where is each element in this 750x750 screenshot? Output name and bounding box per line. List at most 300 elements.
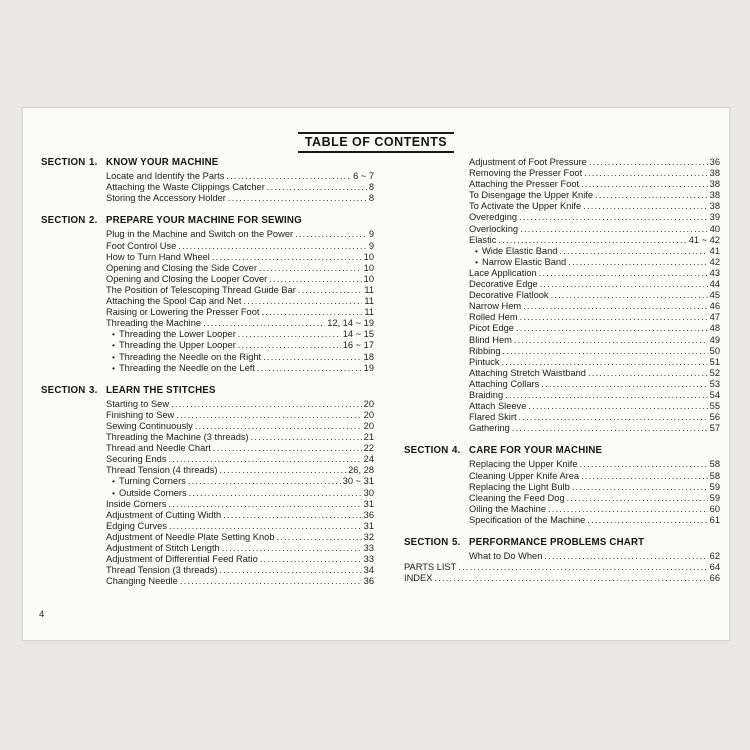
entry-text: Foot Control Use [106,240,177,251]
toc-entry [404,212,720,223]
entry-text: Attaching the Spool Cap and Net [106,296,242,307]
section-number: 1. [89,157,98,168]
dotted-leader [588,368,708,379]
toc-entry [41,182,374,193]
toc-entry [41,432,374,443]
section-title: PERFORMANCE PROBLEMS CHART [469,537,645,548]
entry-text: Raising or Lowering the Presser Foot [106,307,260,318]
entry-page-number: 47 [709,312,720,323]
entry-page-number: 60 [709,503,720,514]
toc-entry [404,379,720,390]
manual-page [22,107,730,641]
dotted-leader [263,352,362,363]
dotted-leader [212,252,362,263]
entry-text: Oiling the Machine [469,503,546,514]
entry-text: Wide Elastic Band [481,245,558,256]
toc-entry [404,224,720,235]
entry-text: Finishing to Sew [106,409,175,420]
entry-text: Inside Corners [106,498,167,509]
toc-entry [404,357,720,368]
entry-text: Overlocking [469,223,519,234]
entry-page-number: 31 [363,498,374,509]
entry-page-number: 26, 28 [348,465,374,476]
dotted-leader [238,329,341,340]
dotted-leader [581,179,708,190]
entry-page-number: 11 [364,307,374,318]
entry-text: Edging Curves [106,520,167,531]
entry-text: Blind Hem [469,334,512,345]
entry-page-number: 38 [709,190,720,201]
dotted-leader [178,241,367,252]
entry-text: Adjustment of Cutting Width [106,509,222,520]
toc-entry [41,488,374,499]
toc-entry [41,340,374,351]
entry-page-number: 8 [368,193,374,204]
entry-page-number: 39 [709,212,720,223]
toc-entry [404,515,720,526]
bullet-icon: • [112,340,115,351]
toc-entry [404,301,720,312]
entry-page-number: 66 [709,573,720,584]
toc-entry [404,412,720,423]
entry-text: Locate and Identify the Parts [106,171,225,182]
dotted-leader [251,432,362,443]
dotted-leader [551,290,708,301]
dotted-leader [539,268,708,279]
entry-text: Picot Edge [469,323,514,334]
dotted-leader [171,399,362,410]
entry-page-number: 10 [363,262,374,273]
toc-entry [41,521,374,532]
entry-text: Attaching Stretch Waistband [469,367,586,378]
dotted-leader [213,443,362,454]
entry-text: Turning Corners [118,476,186,487]
entry-page-number: 33 [363,543,374,553]
entry-text: Attach Sleeve [469,401,527,412]
toc-entry [41,285,374,296]
dotted-leader [261,307,362,318]
dotted-leader [548,504,708,515]
dotted-leader [528,401,707,412]
dotted-leader [219,465,346,476]
entry-page-number: 53 [709,378,720,389]
dotted-leader [276,532,361,543]
toc-entry [404,471,720,482]
dotted-leader [228,193,367,204]
entry-text: Adjustment of Needle Plate Setting Knob [106,531,275,542]
toc-section-header [404,445,720,456]
dotted-leader [541,379,707,390]
dotted-leader [540,279,708,290]
entry-text: Plug in the Machine and Switch on the Power [106,229,294,240]
toc-entry [41,229,374,240]
dotted-leader [188,476,341,487]
toc-entry [41,399,374,410]
entry-text: Elastic [469,234,497,245]
dotted-leader [519,412,708,423]
entry-page-number: 44 [709,279,720,290]
toc-entry [404,268,720,279]
toc-section-header [41,385,374,396]
entry-text: Attaching Collars [469,378,540,389]
entry-text: PARTS LIST [404,562,457,573]
toc-entry [404,493,720,504]
dotted-leader [584,168,707,179]
entry-text: Adjustment of Foot Pressure [469,157,587,167]
entry-page-number: 36 [363,576,374,587]
toc-entry [404,401,720,412]
entry-page-number: 32 [363,531,374,542]
dotted-leader [219,565,361,576]
entry-page-number: 20 [363,420,374,431]
toc-entry [404,312,720,323]
entry-text: Removing the Presser Foot [469,168,583,179]
entry-text: To Activate the Upper Knife [469,201,582,212]
entry-page-number: 49 [709,334,720,345]
dotted-leader [514,335,708,346]
entry-page-number: 19 [363,362,374,373]
toc-entry [404,423,720,434]
entry-text: The Position of Telescoping Thread Guide Bar [106,284,296,295]
toc-entry [404,482,720,493]
toc-entry [404,201,720,212]
entry-page-number: 38 [709,168,720,179]
bullet-icon: • [112,329,115,340]
entry-text: Narrow Elastic Band [481,256,567,267]
dotted-leader [238,340,341,351]
dotted-leader [226,171,351,182]
entry-page-number: 50 [709,345,720,356]
toc-entry [41,443,374,454]
toc-entry [41,307,374,318]
toc-entry [404,368,720,379]
toc-entry [404,390,720,401]
toc-entry [404,290,720,301]
dotted-leader [595,190,708,201]
left-column [41,157,374,587]
entry-page-number: 48 [709,323,720,334]
toc-entry [404,335,720,346]
toc-entry [404,323,720,334]
entry-text: Storing the Accessory Holder [106,193,226,204]
toc-entry [41,543,374,554]
entry-text: Specification of the Machine [469,514,586,525]
entry-page-number: 54 [709,389,720,400]
entry-page-number: 14 ~ 15 [342,329,374,340]
right-column [404,157,720,584]
entry-text: Attaching the Presser Foot [469,179,580,190]
entry-text: Threading the Upper Looper [118,340,236,351]
dotted-leader [589,157,708,168]
entry-page-number: 18 [363,351,374,362]
bullet-icon: • [475,245,478,256]
dotted-leader [176,410,361,421]
dotted-leader [505,390,708,401]
entry-text: Attaching the Waste Clippings Catcher [106,182,265,193]
bullet-icon: • [112,362,115,373]
entry-text: Outside Corners [118,487,187,498]
entry-page-number: 38 [709,201,720,212]
toc-entry [41,193,374,204]
toc-entry [41,465,374,476]
entry-text: Braiding [469,389,504,400]
dotted-leader [498,235,686,246]
entry-page-number: 33 [363,554,374,565]
entry-page-number: 8 [368,182,374,193]
dotted-leader [587,515,707,526]
section-label: SECTION [404,537,449,548]
entry-page-number: 40 [709,223,720,234]
entry-page-number: 9 [368,229,374,240]
toc-entry [41,576,374,587]
dotted-leader [544,551,707,562]
dotted-leader [189,488,362,499]
toc-entry [41,410,374,421]
entry-page-number: 55 [709,401,720,412]
entry-page-number: 56 [709,412,720,423]
dotted-leader [512,423,708,434]
entry-text: Gathering [469,423,510,434]
toc-entry [404,551,720,562]
toc-entry [41,532,374,543]
entry-text: Replacing the Upper Knife [469,459,578,470]
entry-text: Replacing the Light Bulb [469,481,570,492]
entry-page-number: 10 [363,251,374,262]
toc-entry [404,504,720,515]
entry-text: Opening and Closing the Side Cover [106,262,257,273]
entry-page-number: 22 [363,443,374,454]
toc-entry [41,171,374,182]
toc-entry [404,257,720,268]
entry-page-number: 41 ~ 42 [688,234,720,245]
entry-page-number: 58 [709,470,720,481]
entry-text: Cleaning Upper Knife Area [469,470,580,481]
dotted-leader [520,224,708,235]
toc-entry [41,274,374,285]
dotted-leader [559,246,707,257]
bullet-icon: • [112,487,115,498]
dotted-leader [168,454,361,465]
toc-entry [41,454,374,465]
dotted-leader [434,573,707,584]
entry-text: To Disengage the Upper Knife [469,190,594,201]
toc-entry [41,241,374,252]
section-label: SECTION [41,215,86,227]
section-label: SECTION [404,445,449,457]
toc-entry [404,190,720,201]
entry-page-number: 42 [709,256,720,267]
toc-entry [41,329,374,340]
entry-page-number: 30 [363,487,374,498]
toc-entry [41,421,374,432]
entry-page-number: 10 [363,273,374,284]
toc-entry [41,263,374,274]
entry-text: Cleaning the Feed Dog [469,492,565,503]
entry-page-number: 30 ~ 31 [342,476,374,487]
toc-entry [404,279,720,290]
dotted-leader [516,323,708,334]
entry-text: Overedging [469,212,518,223]
entry-page-number: 61 [709,514,720,525]
dotted-leader [581,471,708,482]
dotted-leader [269,274,361,285]
dotted-leader [568,257,707,268]
dotted-leader [180,576,362,587]
dotted-leader [243,296,362,307]
entry-page-number: 62 [709,551,720,562]
section-number: 5. [452,537,461,548]
dotted-leader [168,499,361,510]
toc-entry [41,499,374,510]
toc-entry [404,179,720,190]
entry-page-number: 41 [709,245,720,256]
dotted-leader [567,493,708,504]
dotted-leader [203,318,325,329]
dotted-leader [523,301,707,312]
entry-text: Decorative Flatlook [469,290,549,301]
toc-section-header [404,537,720,548]
toc-entry [41,352,374,363]
entry-text: Threading the Machine (3 threads) [106,432,249,443]
entry-page-number: 64 [709,562,720,573]
dotted-leader [259,263,362,274]
entry-page-number: 24 [363,454,374,465]
section-number: 3. [89,384,98,396]
toc-entry [41,510,374,521]
entry-text: Adjustment of Differential Feed Ratio [106,554,258,565]
dotted-leader [222,543,362,554]
section-number: 2. [89,215,98,227]
bullet-icon: • [112,351,115,362]
entry-text: Threading the Needle on the Right [118,351,262,362]
dotted-leader [572,482,708,493]
entry-text: Threading the Needle on the Left [118,362,255,373]
entry-text: Narrow Hem [469,301,522,312]
entry-page-number: 12, 14 ~ 19 [327,318,374,329]
dotted-leader [260,554,362,565]
toc-section-header [41,215,374,226]
entry-text: Adjustment of Stitch Length [106,543,220,553]
entry-page-number: 38 [709,179,720,190]
toc-entry [404,346,720,357]
entry-page-number: 36 [363,509,374,520]
entry-text: Threading the Machine [106,318,202,329]
entry-text: Thread and Needle Chart [106,443,211,454]
entry-text: Flared Skirt [469,412,517,423]
toc-entry [404,246,720,257]
section-title: CARE FOR YOUR MACHINE [469,445,603,457]
entry-page-number: 16 ~ 17 [342,340,374,351]
section-number: 4. [452,445,461,457]
entry-text: Lace Application [469,267,537,278]
entry-page-number: 59 [709,481,720,492]
page-title: TABLE OF CONTENTS [298,132,454,153]
entry-text: Decorative Edge [469,279,538,290]
entry-page-number: 20 [363,398,374,409]
entry-page-number: 36 [709,157,720,167]
entry-page-number: 52 [709,367,720,378]
section-title: PREPARE YOUR MACHINE FOR SEWING [106,215,302,227]
entry-page-number: 9 [368,240,374,251]
entry-text: Opening and Closing the Looper Cover [106,273,268,284]
dotted-leader [223,510,361,521]
entry-page-number: 57 [709,423,720,434]
toc-entry [41,363,374,374]
entry-text: What to Do When [469,551,543,562]
toc-entry [404,157,720,168]
entry-page-number: 11 [364,296,374,307]
entry-page-number: 34 [363,565,374,576]
entry-page-number: 45 [709,290,720,301]
entry-page-number: 11 [364,284,374,295]
entry-text: Changing Needle [106,576,178,587]
toc-entry [41,554,374,565]
entry-page-number: 21 [363,432,374,443]
entry-page-number: 31 [363,520,374,531]
dotted-leader [503,346,708,357]
toc-entry [41,252,374,263]
page-number: 4 [39,609,45,620]
toc-entry [404,168,720,179]
dotted-leader [195,421,362,432]
entry-page-number: 58 [709,459,720,470]
dotted-leader [502,357,708,368]
entry-page-number: 43 [709,267,720,278]
entry-text: Pintuck [469,356,500,367]
dotted-leader [267,182,367,193]
entry-page-number: 46 [709,301,720,312]
dotted-leader [295,229,367,240]
entry-text: How to Turn Hand Wheel [106,251,210,262]
toc-section-header [41,157,374,168]
toc-entry [404,562,720,573]
dotted-leader [519,212,708,223]
dotted-leader [580,459,708,470]
dotted-leader [298,285,363,296]
entry-page-number: 59 [709,492,720,503]
dotted-leader [257,363,362,374]
toc-entry [404,573,720,584]
section-label: SECTION [41,157,86,168]
entry-text: Rolled Hem [469,312,518,323]
toc-entry [41,476,374,487]
entry-text: Ribbing [469,345,501,356]
dotted-leader [583,201,708,212]
toc-entry [41,296,374,307]
entry-text: INDEX [404,573,433,584]
dotted-leader [520,312,708,323]
entry-text: Thread Tension (4 threads) [106,465,218,476]
toc-entry [41,565,374,576]
entry-text: Threading the Lower Looper [118,329,236,340]
bullet-icon: • [112,476,115,487]
toc-entry [404,459,720,470]
entry-page-number: 51 [709,356,720,367]
entry-text: Sewing Continuously [106,420,193,431]
entry-text: Securing Ends [106,454,167,465]
entry-page-number: 6 ~ 7 [353,171,374,182]
section-title: KNOW YOUR MACHINE [106,157,219,168]
section-title: LEARN THE STITCHES [106,384,216,396]
section-label: SECTION [41,384,86,396]
entry-text: Thread Tension (3 threads) [106,565,218,576]
toc-entry [41,318,374,329]
dotted-leader [169,521,362,532]
dotted-leader [458,562,707,573]
toc-entry [404,235,720,246]
toc-title-wrap [23,132,729,153]
entry-page-number: 20 [363,409,374,420]
